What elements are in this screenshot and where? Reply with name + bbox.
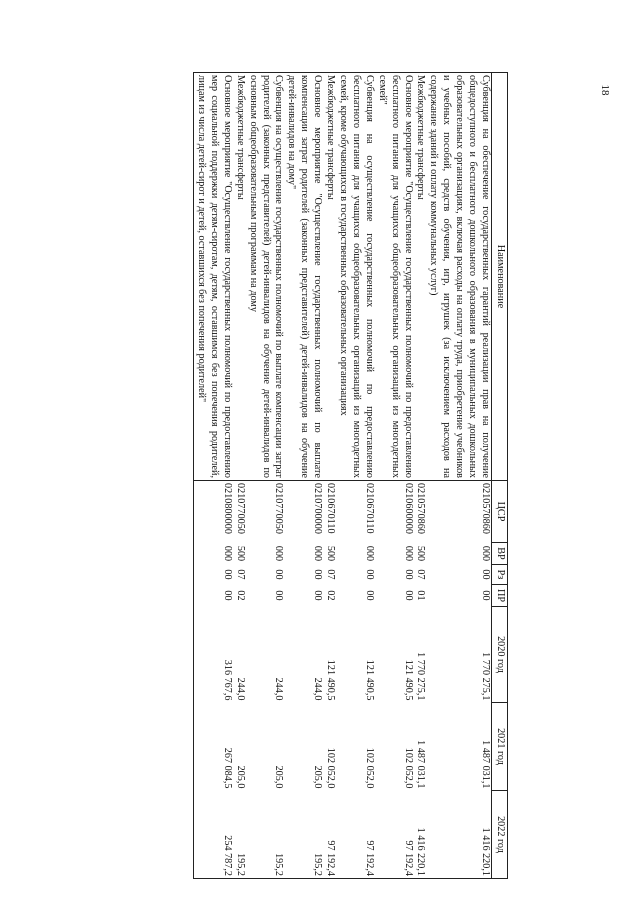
row-csr: 0210670110 bbox=[363, 483, 375, 534]
row-2020: 316 767,6 bbox=[194, 607, 233, 703]
row-csr: 0210670110 bbox=[325, 483, 337, 534]
header-2021: 2021 год bbox=[492, 703, 508, 791]
row-2020: 121 490,5 bbox=[402, 659, 414, 701]
row-csr: 0210770050 bbox=[273, 483, 285, 534]
row-2020: 244,0 bbox=[273, 677, 285, 701]
header-rz: Рз bbox=[492, 565, 508, 585]
row-2021: 1 487 031,1 bbox=[415, 740, 427, 789]
row-name: Субвенция на осуществление государственных полномочий по предоставлению бесплатного питания для учащихся общеобразовательных организаций из многодетных семей, кроме обучающихся в государственных образовательных организациях bbox=[336, 73, 375, 481]
row-name: Основное мероприятие "Осуществление государственных полномочий по предоставлению бесплатного питания для учащихся общеобразовательных организаций из многодетных семей" bbox=[375, 73, 414, 481]
row-vr: 000 bbox=[480, 545, 491, 562]
row-name: Основное мероприятие "Осуществление государственных полномочий по выплате компенсации затрат родителей (законных представителей) детей-инвалидов на обучение детей-инвалидов на дому" bbox=[285, 73, 324, 481]
row-rz: 00 bbox=[273, 569, 285, 580]
row-2020: 121 490,5 bbox=[325, 659, 337, 701]
row-csr: 0210770050 bbox=[234, 483, 246, 534]
row-2020: 244,0 bbox=[234, 677, 246, 701]
row-pr: 00 bbox=[273, 590, 285, 601]
row-pr: 00 bbox=[312, 590, 324, 601]
row-2022: 1 416 220,1 bbox=[426, 791, 491, 879]
row-rz: 00 bbox=[402, 569, 414, 580]
row-2020: 1 770 275,1 bbox=[480, 652, 491, 701]
row-2021: 205,0 bbox=[234, 765, 246, 789]
row-name: Субвенция на обеспечение государственных гарантий реализации прав на получение общедоступного и бесплатного дошкольного образования в муниципальных дошкольных образовательных организациях, включая расходы на оплату труда, приобретение учебников и учебных пособий, средств обучения, игр, игрушек (за исключением расходов на содержание зданий и оплату коммунальных услуг) bbox=[426, 73, 491, 481]
row-2022: 1 416 220,1 bbox=[414, 791, 427, 879]
row-name: Межбюджетные трансферты bbox=[414, 73, 427, 481]
row-csr: 0210600000 bbox=[402, 483, 414, 534]
table-row bbox=[375, 73, 414, 879]
table-row bbox=[336, 73, 375, 879]
row-vr: 500 bbox=[234, 545, 246, 562]
header-pr: ПР bbox=[492, 585, 508, 607]
table-row bbox=[285, 73, 324, 879]
row-vr: 000 bbox=[273, 545, 285, 562]
header-2020: 2020 год bbox=[492, 607, 508, 703]
row-pr: 00 bbox=[363, 590, 375, 601]
row-2021: 102 052,0 bbox=[402, 747, 414, 789]
header-csr: ЦСР bbox=[492, 481, 508, 543]
row-csr: 0210570860 bbox=[480, 483, 491, 534]
table-row bbox=[194, 73, 233, 879]
row-vr: 000 bbox=[194, 543, 233, 565]
row-2022: 195,2 bbox=[246, 791, 285, 879]
row-2022: 97 192,4 bbox=[323, 791, 336, 879]
row-vr: 500 bbox=[415, 545, 427, 562]
row-csr: 0210800000 bbox=[194, 481, 233, 543]
row-name: Межбюджетные трансферты bbox=[323, 73, 336, 481]
row-name: Субвенция на осуществление государственных полномочий по выплате компенсации затрат родителей (законных представителей) детей-инвалидов на обучение детей-инвалидов по основным общеобразовательным программам на дому bbox=[246, 73, 285, 481]
row-pr: 00 bbox=[480, 590, 491, 601]
row-pr: 02 bbox=[325, 590, 337, 601]
table-row bbox=[246, 73, 285, 879]
row-2021: 267 084,5 bbox=[194, 703, 233, 791]
row-pr: 00 bbox=[194, 585, 233, 607]
budget-table bbox=[193, 72, 508, 879]
table-row bbox=[426, 73, 491, 879]
row-pr: 00 bbox=[402, 590, 414, 601]
header-name: Наименование bbox=[492, 73, 508, 481]
row-2021: 102 052,0 bbox=[363, 747, 375, 789]
row-vr: 000 bbox=[363, 545, 375, 562]
row-csr: 0210570860 bbox=[415, 483, 427, 534]
row-rz: 00 bbox=[194, 565, 233, 585]
header-2022: 2022 год bbox=[492, 791, 508, 879]
page-number: 18 bbox=[599, 84, 611, 96]
table-row bbox=[233, 73, 246, 879]
row-2022: 97 192,4 bbox=[336, 791, 375, 879]
row-2022: 195,2 bbox=[285, 791, 324, 879]
table-row bbox=[414, 73, 427, 879]
row-2022: 97 192,4 bbox=[375, 791, 414, 879]
header-vr: ВР bbox=[492, 543, 508, 565]
row-name: Межбюджетные трансферты bbox=[233, 73, 246, 481]
row-rz: 07 bbox=[415, 569, 427, 580]
row-2021: 205,0 bbox=[312, 765, 324, 789]
row-vr: 000 bbox=[402, 545, 414, 562]
row-2022: 195,2 bbox=[233, 791, 246, 879]
row-2020: 121 490,5 bbox=[363, 659, 375, 701]
row-vr: 500 bbox=[325, 545, 337, 562]
row-rz: 07 bbox=[234, 569, 246, 580]
table-row bbox=[323, 73, 336, 879]
row-2020: 244,0 bbox=[312, 677, 324, 701]
table-header-row bbox=[492, 73, 508, 879]
row-2020: 1 770 275,1 bbox=[415, 652, 427, 701]
row-rz: 00 bbox=[480, 569, 491, 580]
row-rz: 00 bbox=[312, 569, 324, 580]
row-rz: 00 bbox=[363, 569, 375, 580]
row-pr: 02 bbox=[234, 590, 246, 601]
row-vr: 000 bbox=[312, 545, 324, 562]
row-2022: 254 787,2 bbox=[194, 791, 233, 879]
row-csr: 0210700000 bbox=[312, 483, 324, 534]
row-2021: 1 487 031,1 bbox=[480, 740, 491, 789]
row-2021: 102 052,0 bbox=[325, 747, 337, 789]
row-rz: 07 bbox=[325, 569, 337, 580]
row-pr: 01 bbox=[415, 590, 427, 601]
row-2021: 205,0 bbox=[273, 765, 285, 789]
row-name: Основное мероприятие "Осуществление государственных полномочий по предоставлению мер социальной поддержки детям-сиротам, детям, оставшимся без попечения родителей, лицам из числа детей-сирот и детей, оставшихся без попечения родителей" bbox=[194, 73, 233, 481]
budget-table-rotated bbox=[108, 72, 508, 878]
